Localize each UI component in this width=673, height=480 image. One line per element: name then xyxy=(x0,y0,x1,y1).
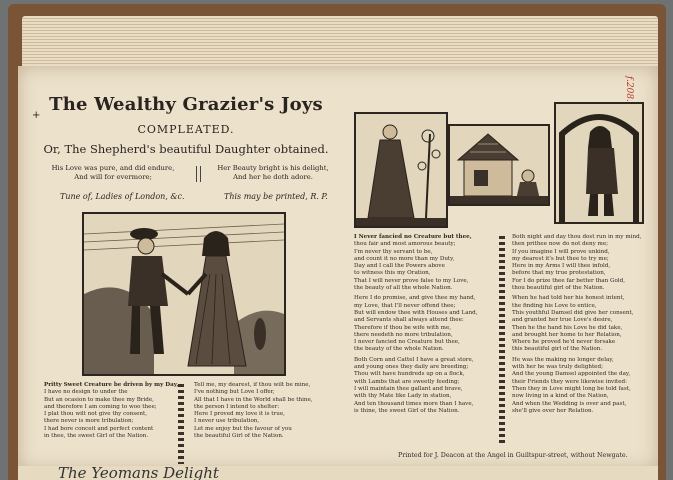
verse-line: now living in a kind of the Nation, xyxy=(512,393,609,400)
verse-line: He was the making no longer delay, xyxy=(512,356,614,363)
verse-line: the beauty of the whole Nation. xyxy=(354,346,444,353)
verse-line: I never use tribulation, xyxy=(194,418,260,425)
woodcut-couple-drawing xyxy=(84,214,284,374)
verse-line: Therefore if thou be wife with me, xyxy=(354,324,452,331)
verse-line: with Lambs that are sweetly feeding; xyxy=(354,378,460,385)
verse-line: I Never fancied no Creature but thee, xyxy=(354,234,472,240)
couplet-left-1: His Love was pure, and did endure, xyxy=(51,164,175,172)
couplet-left-2: And will for evermore; xyxy=(74,173,152,181)
verse-line: then prithee now do not deny me; xyxy=(512,241,609,248)
verse-line: I will maintain thee gallant and brave, xyxy=(354,385,463,392)
verse-line: Pritty Sweet Creature be driven by my Day, xyxy=(44,382,179,388)
verse-line: the finding his Love to entice, xyxy=(512,302,597,309)
stanza xyxy=(512,295,652,353)
printer-imprint: Printed for J. Deacon at the Angel in Guiltspur-street, without Newgate. xyxy=(398,452,628,459)
ballad-subtitle-2: Or, The Shepherd's beautiful Daughter obtained. xyxy=(43,142,329,156)
verse-column-4 xyxy=(512,234,652,418)
woodcut-house-drawing xyxy=(450,126,548,204)
verse-line: my Love, that I'll never offend thee; xyxy=(354,302,456,309)
verse-column-2 xyxy=(194,382,324,443)
verse-line: Both night and day thou dost run in my mind, xyxy=(512,234,642,240)
verse-line: and young ones they daily are breeding; xyxy=(354,364,469,371)
ornament-divider-right xyxy=(499,236,505,446)
woodcut-couple-image xyxy=(82,212,286,376)
verse-line: the beauty of all the whole Nation. xyxy=(354,285,453,292)
verse-line: and therefore I am coming to woo thee; xyxy=(44,403,157,410)
verse-line: I never fancied no Creature but thee, xyxy=(354,339,460,346)
verse-line: Tell me, my dearest, if thou wilt be mine, xyxy=(194,382,311,388)
verse-line: For I do prize thee far better than Gold, xyxy=(512,277,625,284)
verse-line: and count it no more than my Duty, xyxy=(354,255,455,262)
verse-line: If you imagine I will prove unkind, xyxy=(512,248,610,255)
verse-line: and brought her home to her Relation, xyxy=(512,331,622,338)
verse-line: thou fair and most amorous beauty; xyxy=(354,241,456,248)
ballad-title: The Wealthy Grazier's Joys xyxy=(49,94,323,115)
verse-line: this beautiful girl of the Nation. xyxy=(512,346,603,353)
verse-line: to witness this my Oration, xyxy=(354,270,431,277)
verse-line: When he had told her his honest intent, xyxy=(512,295,625,302)
stanza xyxy=(354,234,494,292)
verse-line: the beautiful Girl of the Nation. xyxy=(194,433,284,440)
verse-line: she'll give over her Relation. xyxy=(512,407,594,414)
verse-line: I have no design to under the xyxy=(44,389,128,396)
verse-line: there needeth no more tribulation, xyxy=(354,331,453,338)
verse-line: Day and I call the Powers above xyxy=(354,263,445,270)
verse-line: the person I intend to shelter: xyxy=(194,403,280,410)
woodcut-gentleman-drawing xyxy=(556,104,642,222)
stanza xyxy=(194,382,324,440)
verse-line: Where he proved he'd never forsake xyxy=(512,339,616,346)
stanza xyxy=(512,357,652,415)
verse-line: Thou wilt have hundreds up on a flock, xyxy=(354,371,465,378)
verse-line: And when the Wedding is over and past, xyxy=(512,400,627,407)
verse-line: with her he was truly delighted; xyxy=(512,364,603,371)
verse-line: with thy Mate like Lady in station, xyxy=(354,393,452,400)
verse-line: And ten thousand times more than I have, xyxy=(354,400,474,407)
stanza xyxy=(354,295,494,353)
verse-line: their Friends they were likewise invited: xyxy=(512,378,628,385)
tune-label: Tune of, Ladies of London, &c. xyxy=(60,192,185,201)
page-edges xyxy=(22,16,658,68)
verse-line: and Servants shall always attend thee: xyxy=(354,317,464,324)
next-ballad-title: The Yeomans Delight xyxy=(58,466,219,480)
woodcut-house-image xyxy=(448,124,550,206)
verse-line: is thine, the sweet Girl of the Nation. xyxy=(354,407,460,414)
verse-line: thou beautiful girl of the Nation. xyxy=(512,285,605,292)
verse-line: Let me enjoy but the favour of you xyxy=(194,425,292,432)
verse-line: But an ocasion to make thee my Bride, xyxy=(44,396,154,403)
stanza xyxy=(44,382,184,440)
verse-line: Both Corn and Cattel I have a great store, xyxy=(354,356,474,363)
verse-line: before that my true protestation, xyxy=(512,270,606,277)
verse-line: That I will never prove false to my Love, xyxy=(354,277,469,284)
verse-line: And the young Damsel appointed the day, xyxy=(512,371,631,378)
verse-line: Then they in Love might long be told fast, xyxy=(512,385,631,392)
verse-line: in thee, the sweet Girl of the Nation. xyxy=(44,433,149,440)
verse-line: there never is more tribulation; xyxy=(44,418,134,425)
plus-mark: + xyxy=(32,110,41,121)
couplet-right-2: And her he doth adore. xyxy=(233,173,313,181)
verse-line: and granted her true Love's desire, xyxy=(512,317,613,324)
couplet-right-1: Her Beauty bright is his delight, xyxy=(217,164,329,172)
stanza xyxy=(354,357,494,415)
verse-column-3 xyxy=(354,234,494,418)
stanza xyxy=(512,234,652,292)
next-page-edge xyxy=(18,466,658,480)
verse-line: This youthful Damsel did give her consent, xyxy=(512,309,634,316)
woodcut-gentleman-image xyxy=(554,102,644,224)
verse-line: I'm never thy servant to be, xyxy=(354,248,433,255)
verse-line: I plat thou wilt not give thy consent, xyxy=(44,411,148,418)
verse-line: Here I proved my love it is true, xyxy=(194,411,285,418)
folio-mark: f.208. xyxy=(624,76,634,102)
verse-line: But will endow thee with Houses and Land, xyxy=(354,309,478,316)
verse-line: I had bore conceit and perfect content xyxy=(44,425,154,432)
woodcut-lady-drawing xyxy=(356,114,446,226)
verse-line: Here I do promise, and give thee my hand, xyxy=(354,295,476,302)
couplet-divider xyxy=(196,166,201,182)
ballad-page xyxy=(18,66,658,470)
license-label: This may be printed, R. P. xyxy=(224,192,328,201)
verse-line: I've nothing but Love I offer, xyxy=(194,389,275,396)
verse-line: Then he the hand his Love he did take, xyxy=(512,324,623,331)
verse-column-1 xyxy=(44,382,184,443)
ballad-subtitle: COMPLEATED. xyxy=(137,123,235,136)
verse-line: All that I have in the World shall be thine, xyxy=(194,396,313,403)
verse-line: my dearest it's but thee to try me; xyxy=(512,255,609,262)
verse-line: Here in my Arms I will thee infold, xyxy=(512,263,611,270)
woodcut-lady-image xyxy=(354,112,448,228)
